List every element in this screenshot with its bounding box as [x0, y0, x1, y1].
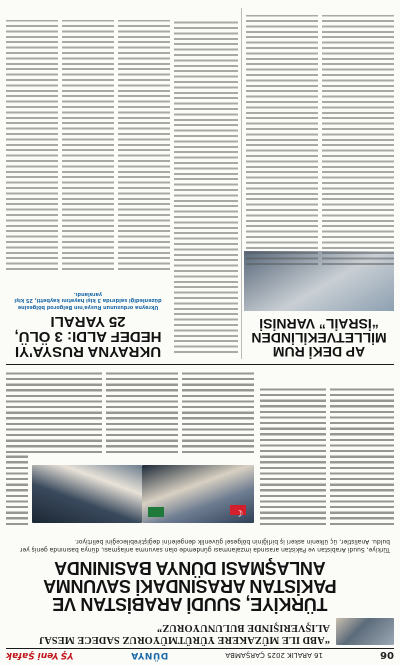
- article-column: [260, 385, 326, 525]
- main-headline: TÜRKİYE, SUUDİ ARABİSTAN VE PAKİSTAN ARASINDAKİ SAVUNMA ANLAŞMASI DÜNYA BASININDA: [43, 558, 337, 614]
- newspaper-name: Yeni Şafak: [6, 650, 59, 660]
- newspaper-logo: [6, 650, 74, 660]
- article-column: [330, 385, 394, 525]
- article-column: [322, 15, 394, 265]
- column-divider: [241, 8, 242, 359]
- issue-date: 16 ARALIK 2025 ÇARŞAMBA: [225, 651, 323, 659]
- section-divider: [6, 364, 394, 365]
- section-title: DÜNYA: [130, 650, 169, 660]
- kicker-quote: “ABD ILE MÜZAKERE YÜRÜTMÜYORUZ SADECE MESAJ ALIŞVERIŞINDE BULUNUYORUZ”: [38, 622, 330, 645]
- saudi-flag-icon: [148, 507, 164, 517]
- rum-headline: AP DEKİ RUM MİLLETVEKİLİNDEN “İSRAİL” VARNİSİ: [251, 316, 387, 360]
- page-number: 06: [380, 649, 394, 661]
- article-column: [6, 455, 28, 525]
- ukraine-story: [6, 291, 170, 360]
- leaders-photo: [142, 465, 254, 523]
- article-column: [118, 20, 170, 270]
- logo-mark-icon: YŞ: [60, 650, 74, 660]
- article-column: [6, 371, 102, 453]
- top-kicker-band: [6, 618, 394, 645]
- turkish-flag-icon: [230, 505, 246, 515]
- article-column: [174, 18, 238, 353]
- article-column: [6, 20, 58, 270]
- main-deck: Türkiye, Suudi Arabistan ve Pakistan arasında imzalanması gündemde olan savunma anlaşması, dünya basınında geniş yer buldu. Analistler, üç ülkenin askeri iş birliğinin bölgesel güvenlik dengelerini değiştirebileceğini belirtiyor.: [20, 538, 390, 553]
- article-column: [62, 20, 114, 270]
- article-column: [246, 15, 318, 265]
- meeting-photo: [32, 465, 142, 523]
- kicker-photo: [336, 618, 394, 645]
- page-header-bar: [6, 648, 394, 661]
- rum-story: [244, 251, 394, 359]
- article-column: [182, 371, 254, 453]
- ukraine-headline: UKRAYNA RUSYA'YI HEDEF ALDI: 3 ÖLÜ, 25 YARALI: [14, 313, 162, 360]
- article-column: [106, 371, 178, 453]
- ukraine-deck: Ukrayna ordusunun Rusya'nın Belgorod bölgesine düzenlediği saldırıda 3 kişi hayatını kaybetti, 25 kişi yaralandı.: [14, 291, 162, 310]
